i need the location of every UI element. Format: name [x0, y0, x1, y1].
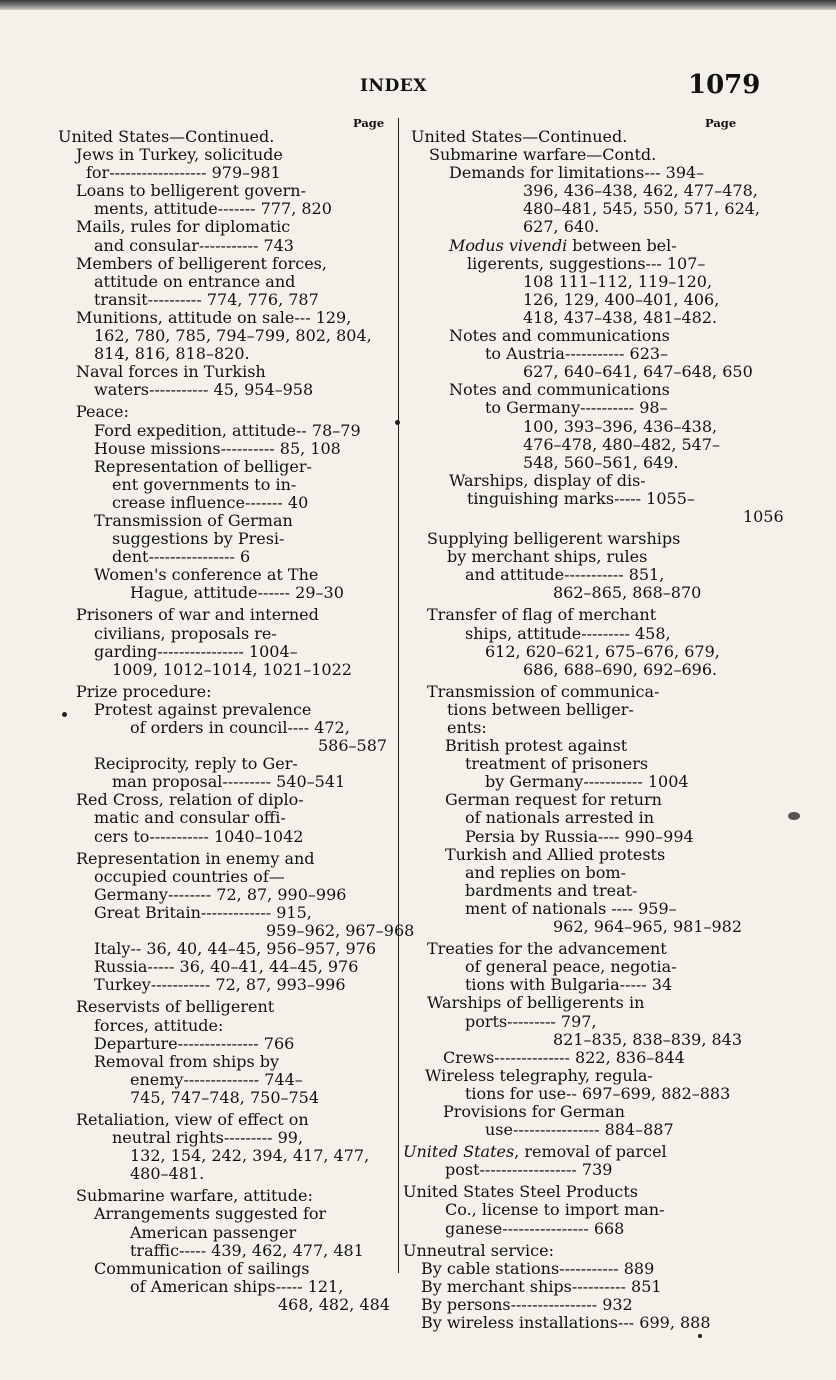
index-line: ent governments to in- [112, 474, 297, 494]
index-line: 100, 393–396, 436–438, [523, 416, 718, 436]
index-line: Loans to belligerent govern- [76, 181, 306, 201]
index-line: Supplying belligerent warships [427, 529, 681, 549]
index-line: waters----------- 45, 954–958 [94, 380, 314, 400]
index-line: traffic----- 439, 462, 477, 481 [130, 1240, 364, 1260]
index-line: enemy-------------- 744– [130, 1069, 303, 1089]
index-line: 862–865, 868–870 [553, 583, 702, 603]
index-line: 396, 436–438, 462, 477–478, [523, 181, 758, 201]
index-line: British protest against [445, 736, 628, 756]
index-line: Warships, display of dis- [449, 470, 646, 490]
index-line: use---------------- 884–887 [485, 1120, 674, 1140]
index-line: neutral rights--------- 99, [112, 1128, 304, 1148]
index-line: of nationals arrested in [465, 808, 655, 828]
index-line: Notes and communications [449, 380, 670, 400]
index-line: Prize procedure: [76, 681, 212, 701]
index-line: ments, attitude------- 777, 820 [94, 199, 332, 219]
index-line: cers to----------- 1040–1042 [94, 826, 304, 846]
ink-speck [62, 712, 67, 717]
index-line: and consular----------- 743 [94, 235, 294, 255]
index-line: Ford expedition, attitude-- 78–79 [94, 420, 361, 440]
scan-top-edge [0, 0, 836, 10]
index-line: Russia----- 36, 40–41, 44–45, 976 [94, 957, 359, 977]
index-line: Turkey----------- 72, 87, 993–996 [94, 975, 346, 995]
index-column-right [403, 127, 784, 1332]
index-line: 480–481, 545, 550, 571, 624, [523, 199, 761, 219]
index-line: Reciprocity, reply to Ger- [94, 754, 298, 774]
index-line: 745, 747–748, 750–754 [130, 1087, 320, 1107]
index-line: Protest against prevalence [94, 699, 312, 719]
index-line: of orders in council---- 472, [130, 718, 350, 737]
index-line: 1056 [743, 506, 784, 526]
index-line: By persons---------------- 932 [421, 1294, 633, 1314]
index-line: Turkish and Allied protests [445, 844, 666, 864]
index-line: United States—Continued. [411, 127, 628, 146]
index-line: Prisoners of war and interned [76, 605, 319, 625]
index-line: by Germany----------- 1004 [485, 772, 689, 792]
index-line: transit---------- 774, 776, 787 [94, 289, 319, 309]
index-line: United States Steel Products [403, 1182, 638, 1202]
index-line: 814, 816, 818–820. [94, 344, 250, 364]
index-line: tions with Bulgaria----- 34 [465, 975, 673, 995]
index-line: ents: [447, 718, 487, 737]
index-line: ligerents, suggestions--- 107– [467, 253, 706, 273]
index-line: 959–962, 967–968 [266, 921, 415, 941]
index-line: 612, 620–621, 675–676, 679, [485, 641, 720, 661]
index-line: 418, 437–438, 481–482. [523, 307, 718, 327]
index-line: Persia by Russia---- 990–994 [465, 826, 694, 846]
index-line: 627, 640. [523, 217, 600, 237]
index-line: Naval forces in Turkish [76, 362, 266, 382]
index-line: 468, 482, 484 [278, 1294, 390, 1314]
index-line: Demands for limitations--- 394– [449, 163, 705, 183]
index-line: Retaliation, view of effect on [76, 1109, 309, 1129]
index-line: by merchant ships, rules [447, 547, 648, 567]
index-line: Arrangements suggested for [94, 1204, 327, 1224]
index-line: crease influence------- 40 [112, 492, 309, 512]
index-line: Representation of belliger- [94, 456, 312, 476]
page-number: 1079 [688, 70, 761, 100]
index-line: Crews-------------- 822, 836–844 [443, 1047, 685, 1067]
index-line: 108 111–112, 119–120, [523, 271, 713, 291]
index-line: Unneutral service: [403, 1240, 554, 1260]
ink-speck [698, 1334, 702, 1338]
index-line: civilians, proposals re- [94, 623, 277, 643]
index-line: Peace: [76, 402, 129, 422]
index-line: American passenger [130, 1222, 297, 1242]
index-line: 126, 129, 400–401, 406, [523, 289, 720, 309]
index-line: forces, attitude: [94, 1015, 224, 1035]
ink-speck [788, 812, 800, 820]
page-title: INDEX [360, 76, 427, 96]
index-line: Women's conference at The [94, 565, 319, 585]
index-line: and attitude----------- 851, [465, 565, 665, 585]
index-line: Hague, attitude------ 29–30 [130, 583, 344, 603]
index-line: Great Britain------------- 915, [94, 902, 312, 922]
index-line: 962, 964–965, 981–982 [553, 917, 743, 937]
index-line: Removal from ships by [94, 1051, 280, 1071]
index-line: Jews in Turkey, solicitude [76, 145, 283, 165]
index-line: Reservists of belligerent [76, 997, 275, 1017]
index-line: 1009, 1012–1014, 1021–1022 [112, 659, 352, 679]
index-line: to Germany---------- 98– [485, 398, 668, 418]
index-line: occupied countries of— [94, 866, 285, 886]
index-line: bardments and treat- [465, 880, 638, 900]
index-line: matic and consular offi- [94, 808, 286, 828]
index-line: Munitions, attitude on sale--- 129, [76, 307, 352, 327]
index-line: Red Cross, relation of diplo- [76, 790, 304, 810]
index-line: ships, attitude--------- 458, [465, 623, 671, 643]
index-line: By cable stations----------- 889 [421, 1258, 655, 1278]
index-line: suggestions by Presi- [112, 529, 285, 549]
index-line: Modus vivendi between bel- [449, 235, 677, 255]
index-line: 627, 640–641, 647–648, 650 [523, 362, 753, 382]
index-line: 476–478, 480–482, 547– [523, 434, 721, 454]
index-line: United States—Continued. [58, 127, 275, 146]
index-line: Provisions for German [443, 1101, 625, 1121]
index-line: Members of belligerent forces, [76, 253, 327, 273]
index-line: Transmission of German [94, 510, 293, 530]
index-line: Transfer of flag of merchant [427, 605, 657, 625]
index-line: Communication of sailings [94, 1258, 310, 1278]
index-line: 162, 780, 785, 794–799, 802, 804, [94, 326, 372, 346]
index-line: Wireless telegraphy, regula- [425, 1065, 653, 1085]
index-line: Submarine warfare—Contd. [429, 145, 657, 165]
index-line: ment of nationals ---- 959– [465, 898, 677, 918]
index-line: 586–587 [318, 736, 388, 756]
index-line: and replies on bom- [465, 862, 627, 882]
index-line: Representation in enemy and [76, 848, 315, 868]
index-line: By merchant ships---------- 851 [421, 1276, 662, 1296]
index-line: tions for use-- 697–699, 882–883 [465, 1083, 731, 1103]
index-line: Departure--------------- 766 [94, 1033, 295, 1053]
index-line: attitude on entrance and [94, 271, 296, 291]
index-line: United States, removal of parcel [403, 1142, 667, 1162]
index-line: Co., license to import man- [445, 1200, 665, 1220]
index-line: Notes and communications [449, 326, 670, 346]
index-line: ports--------- 797, [465, 1011, 597, 1031]
page-column-label-left: Page [353, 116, 385, 130]
index-line: ganese---------------- 668 [445, 1218, 625, 1238]
index-line: to Austria----------- 623– [485, 344, 669, 364]
index-line: Italy-- 36, 40, 44–45, 956–957, 976 [94, 939, 377, 959]
index-line: Transmission of communica- [427, 681, 660, 701]
index-line: tinguishing marks----- 1055– [467, 488, 695, 508]
index-line: post------------------ 739 [445, 1160, 613, 1180]
index-line: 480–481. [130, 1164, 205, 1184]
index-line: treatment of prisoners [465, 754, 649, 774]
index-line: Warships of belligerents in [427, 993, 645, 1013]
page-column-label-right: Page [705, 116, 737, 130]
index-line: By wireless installations--- 699, 888 [421, 1313, 711, 1332]
index-line: garding---------------- 1004– [94, 641, 298, 661]
index-line: 132, 154, 242, 394, 417, 477, [130, 1146, 370, 1166]
index-column-left [58, 127, 415, 1314]
index-line: Mails, rules for diplomatic [76, 217, 291, 237]
index-line: of general peace, negotia- [465, 957, 677, 977]
index-line: Submarine warfare, attitude: [76, 1186, 313, 1206]
ink-speck [395, 420, 400, 425]
index-line: Treaties for the advancement [427, 939, 667, 959]
index-line: German request for return [445, 790, 662, 810]
index-line: tions between belliger- [447, 699, 634, 719]
index-line: of American ships----- 121, [130, 1276, 344, 1296]
index-line: for------------------ 979–981 [86, 163, 281, 183]
index-line: Germany-------- 72, 87, 990–996 [94, 884, 347, 904]
index-line: House missions---------- 85, 108 [94, 438, 341, 458]
index-line: dent---------------- 6 [112, 547, 251, 567]
column-divider [398, 118, 399, 1273]
index-line: 686, 688–690, 692–696. [523, 659, 718, 679]
index-line: 548, 560–561, 649. [523, 452, 679, 472]
index-line: 821–835, 838–839, 843 [553, 1029, 743, 1049]
index-line: man proposal--------- 540–541 [112, 772, 346, 792]
